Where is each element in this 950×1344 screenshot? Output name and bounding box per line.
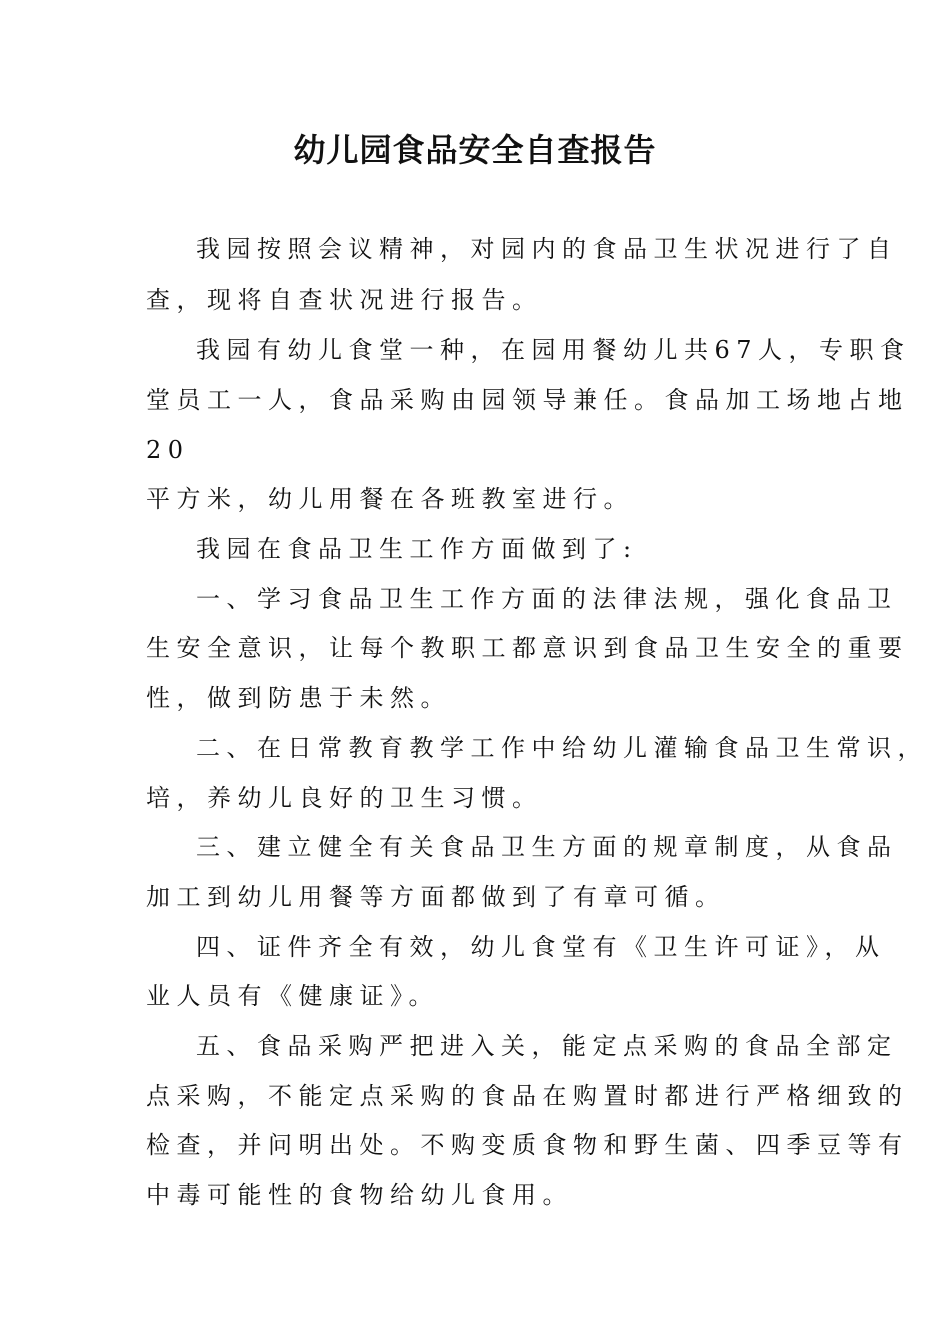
text-line: 查，现将自查状况进行报告。 [146,286,543,314]
text-line: 加工到幼儿用餐等方面都做到了有章可循。 [146,883,726,911]
text-line: 性，做到防患于未然。 [146,684,451,712]
text-line: 我园在食品卫生工作方面做到了: [196,535,638,563]
text-line: 二、在日常教育教学工作中给幼儿灌输食品卫生常识， [196,734,928,762]
text-line: 四、证件齐全有效，幼儿食堂有《卫生许可证》，从 [196,933,886,961]
text-line: 堂员工一人，食品采购由园领导兼任。食品加工场地占地 [146,386,909,414]
text-line: 中毒可能性的食物给幼儿食用。 [146,1181,573,1209]
text-line: 平方米，幼儿用餐在各班教室进行。 [146,485,634,513]
text-line: 三、建立健全有关食品卫生方面的规章制度，从食品 [196,833,898,861]
text-line: 生安全意识，让每个教职工都意识到食品卫生安全的重要 [146,634,909,662]
text-line: 五、食品采购严把进入关，能定点采购的食品全部定 [196,1032,898,1060]
document-title: 幼儿园食品安全自查报告 [293,131,657,169]
text-line: 业人员有《健康证》。 [146,982,439,1010]
text-line: 培，养幼儿良好的卫生习惯。 [146,784,543,812]
text-line: 点采购，不能定点采购的食品在购置时都进行严格细致的 [146,1082,909,1110]
text-line: 一、学习食品卫生工作方面的法律法规，强化食品卫 [196,585,898,613]
text-line: 我园有幼儿食堂一种，在园用餐幼儿共67人，专职食 [196,336,911,364]
text-line: 我园按照会议精神，对园内的食品卫生状况进行了自 [196,235,898,263]
text-line: 检查，并问明出处。不购变质食物和野生菌、四季豆等有 [146,1131,909,1159]
text-line: 20 [146,436,190,464]
